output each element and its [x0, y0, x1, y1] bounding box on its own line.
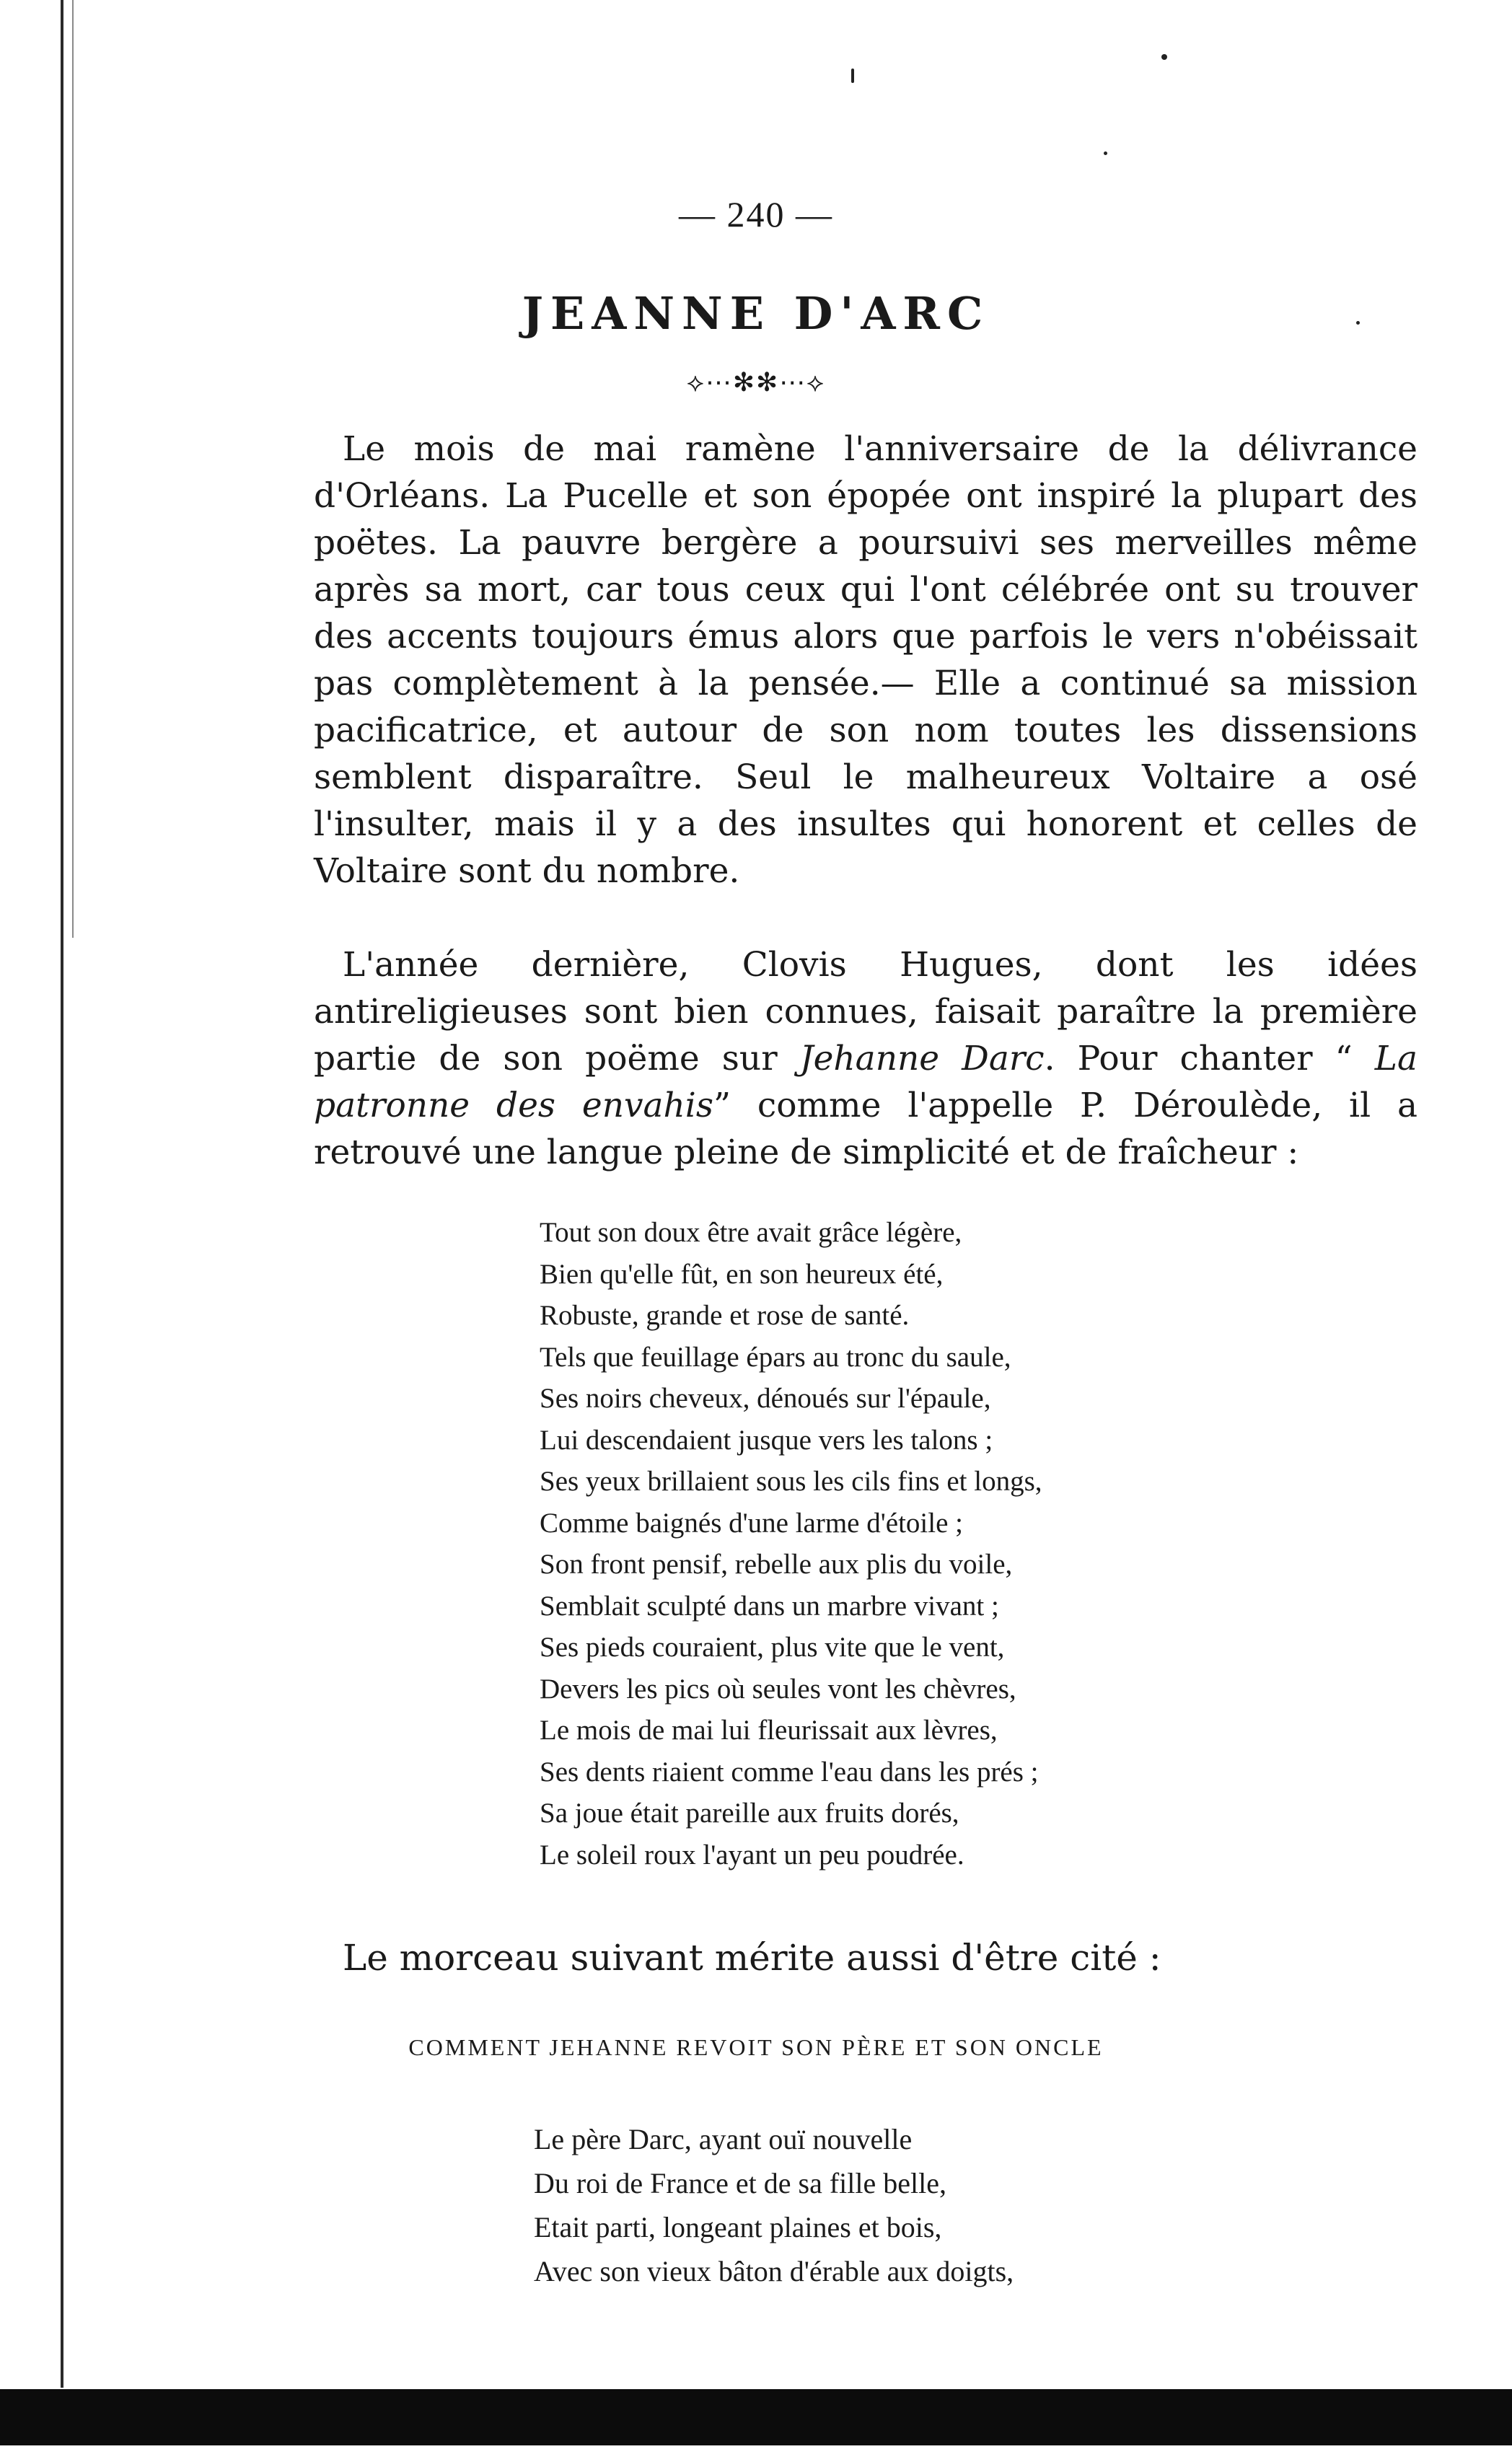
- poem-excerpt-2: [534, 2117, 1014, 2293]
- second-poem-title: COMMENT JEHANNE REVOIT SON PÈRE ET SON ONCLE: [408, 2034, 1104, 2060]
- poem-title-italic: Jehanne Darc: [799, 1039, 1045, 1078]
- paragraph-text-middle: . Pour chanter “: [1044, 1039, 1375, 1078]
- poem-line: Devers les pics où seules vont les chèvres,: [540, 1673, 1016, 1705]
- poem-excerpt-1: [540, 1212, 1042, 1876]
- quoted-phrase-italic: La patronne des envahis: [314, 1039, 1418, 1125]
- poem-line: Robuste, grande et rose de santé.: [540, 1300, 910, 1331]
- intro-paragraph: [314, 426, 1418, 894]
- poem-line: Avec son vieux bâton d'érable aux doigts,: [534, 2255, 1014, 2287]
- poem-line: Le soleil roux l'ayant un peu poudrée.: [540, 1839, 964, 1870]
- scan-left-edge-shadow: [72, 0, 74, 938]
- second-paragraph: [314, 941, 1418, 1176]
- poem-line: Lui descendaient jusque vers les talons ;: [540, 1424, 993, 1456]
- paragraph-text-start: L'année dernière, Clovis Hugues, dont les idées antireligieuses sont bien connues, faisait paraître la première partie de son poëme sur: [314, 945, 1418, 1078]
- poem-line: Sa joue était pareille aux fruits dorés,: [540, 1798, 959, 1829]
- poem-line: Comme baignés d'une larme d'étoile ;: [540, 1507, 963, 1539]
- second-poem-intro: Le morceau suivant mérite aussi d'être cité :: [343, 1937, 1161, 1979]
- poem-line: Ses dents riaient comme l'eau dans les prés ;: [540, 1756, 1039, 1788]
- poem-line: Bien qu'elle fût, en son heureux été,: [540, 1258, 944, 1290]
- page-title: JEANNE D'ARC: [522, 287, 990, 340]
- poem-line: Son front pensif, rebelle aux plis du voile,: [540, 1549, 1013, 1580]
- poem-line: Du roi de France et de sa fille belle,: [534, 2167, 946, 2199]
- scan-speck: [851, 69, 854, 83]
- poem-line: Ses pieds couraient, plus vite que le vent,: [540, 1632, 1005, 1663]
- paragraph-text-end: ” comme l'appelle P. Déroulède, il a retrouvé une langue pleine de simplicité et de fraîcheur :: [314, 1086, 1418, 1172]
- poem-line: Le père Darc, ayant ouï nouvelle: [534, 2123, 913, 2155]
- poem-line: Ses noirs cheveux, dénoués sur l'épaule,: [540, 1383, 991, 1414]
- poem-line: Tout son doux être avait grâce légère,: [540, 1217, 962, 1248]
- paragraph-text: [314, 941, 1418, 1176]
- poem-line: Semblait sculpté dans un marbre vivant ;: [540, 1590, 999, 1622]
- page-number: — 240 —: [679, 194, 833, 234]
- title-ornament: ⟡⋯✻✻⋯⟡: [687, 368, 825, 397]
- scan-speck: [1104, 151, 1107, 155]
- poem-line: Tels que feuillage épars au tronc du saule,: [540, 1341, 1011, 1373]
- paragraph-text: Le mois de mai ramène l'anniversaire de la délivrance d'Orléans. La Pucelle et son épopée ont inspiré la plupart des poëtes. La pauvre bergère a poursuivi ses merveilles même après sa mort, car tous ceux qui l'ont célébrée ont su trouver des accents toujours émus alors que parfois le vers n'obéissait pas complètement à la pensée.— Elle a continué sa mission pacificatrice, et autour de son nom toutes les dissensions semblent disparaître. Seul le malheureux Voltaire a osé l'insulter, mais il y a des insultes qui honorent et celles de Voltaire sont du nombre.: [314, 429, 1418, 891]
- poem-line: Le mois de mai lui fleurissait aux lèvres,: [540, 1715, 998, 1746]
- scan-bottom-border: [0, 2389, 1512, 2445]
- poem-line: Ses yeux brillaient sous les cils fins et longs,: [540, 1466, 1042, 1497]
- scan-speck: [1161, 54, 1167, 60]
- scan-left-edge: [61, 0, 63, 2388]
- poem-line: Etait parti, longeant plaines et bois,: [534, 2211, 942, 2243]
